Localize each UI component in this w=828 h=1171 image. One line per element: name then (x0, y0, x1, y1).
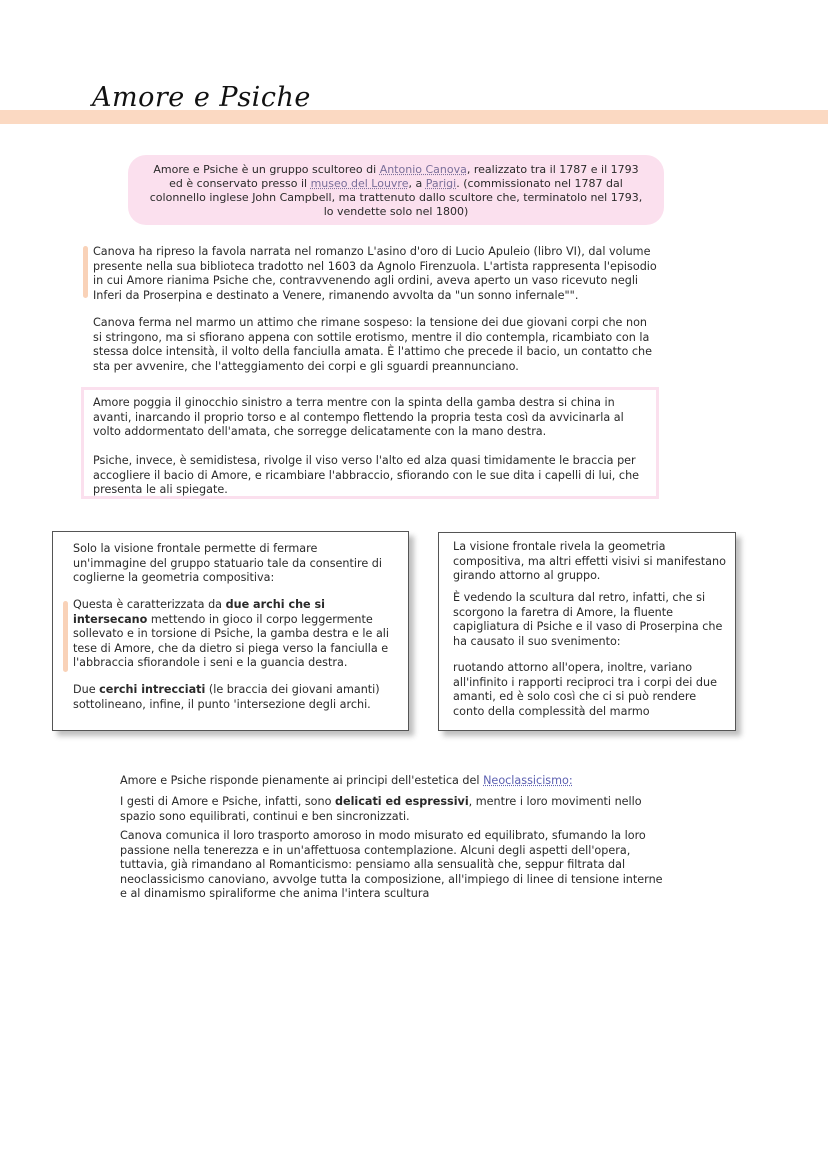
link-parigi[interactable]: Parigi (425, 177, 457, 190)
paragraph-neoclassicismo: Amore e Psiche risponde pienamente ai principi dell'estetica del Neoclassicismo: (120, 774, 573, 787)
paragraph-trasporto: Canova comunica il loro trasporto amoroso in modo misurato ed equilibrato, sfumando la loro passione nella tenerezza e in un'affettuosa contemplazione. Alcuni degli aspetti dell'opera, tuttavia, già rimandano al Romanticismo: pensiamo alla sensualità che, seppur filtrata dal neoclassicismo canoviano, avvolge tutta la composizione, all'impiego di linee di tensione interne e al dinamismo spiraliforme che anima l'intera scultura (120, 829, 663, 900)
paragraph-retro: È vedendo la scultura dal retro, infatti, che si scorgono la faretra di Amore, la fluente capigliatura di Psiche e il vaso di Proserpina che ha causato il suo svenimento: (453, 591, 723, 648)
link-museo-louvre[interactable]: museo del Louvre (310, 177, 409, 190)
link-neoclassicismo[interactable]: Neoclassicismo: (483, 774, 573, 787)
paragraph-attimo: Canova ferma nel marmo un attimo che rimane sospeso: la tensione dei due giovani corpi che non si stringono, ma si sfiorano appena con sottile erotismo, mentre il dio contempla, ricambiato con la stessa dolce intensità, il volto della fanciulla amata. È l'attimo che precede il bacio, un contatto che sta per avvenire, che l'atteggiamento dei corpi e gli sguardi preannunciano. (93, 316, 652, 373)
accent-bar (83, 246, 88, 298)
link-antonio-canova[interactable]: Antonio Canova (379, 163, 467, 176)
paragraph-visione-frontale: Solo la visione frontale permette di fermare un'immagine del gruppo statuario tale da consentire di coglierne la geometria compositiva: (73, 542, 382, 584)
paragraph-cerchi: Due cerchi intrecciati (le braccia dei giovani amanti) sottolineano, infine, il punto 'intersezione degli archi. (73, 683, 380, 711)
rotation-view-card (438, 532, 736, 731)
paragraph-gesti: I gesti di Amore e Psiche, infatti, sono delicati ed espressivi, mentre i loro movimenti nello spazio sono equilibrati, continui e ben sincronizzati. (120, 795, 642, 823)
paragraph-favola: Canova ha ripreso la favola narrata nel romanzo L'asino d'oro di Lucio Apuleio (libro VI), dal volume presente nella sua biblioteca tradotto nel 1603 da Agnolo Firenzuola. L'artista rappresenta l'episodio in cui Amore rianima Psiche che, contravvenendo agli ordini, aveva aperto un vaso ricevuto negli Inferi da Proserpina e destinato a Venere, rimanendo avvolta da "un sonno infernale"". (93, 245, 657, 302)
paragraph-due-archi: Questa è caratterizzata da due archi che si intersecano mettendo in gioco il corpo leggermente sollevato e in torsione di Psiche, la gamba destra e le ali tese di Amore, che da dietro si piega verso la fanciulla e l'abbraccia sfiorandole i seni e la guancia destra. (73, 598, 390, 669)
paragraph-geometria: La visione frontale rivela la geometria compositiva, ma altri effetti visivi si manifestano girando attorno al gruppo. (453, 540, 726, 582)
intro-box (128, 155, 664, 225)
intro-text: Amore e Psiche è un gruppo scultoreo di Antonio Canova, realizzato tra il 1787 e il 1793 ed è conservato presso il museo del Louvre, a Parigi. (commissionato nel 1787 dal colonnello inglese John Campbell, ma trattenuto dallo scultore che, terminatolo nel 1793, lo vendette solo nel 1800) (149, 163, 643, 218)
frontal-view-card (52, 531, 409, 731)
paragraph-ruotando: ruotando attorno all'opera, inoltre, variano all'infinito i rapporti reciproci tra i corpi dei due amanti, ed è solo così che ci si può rendere conto della complessità del marmo (453, 661, 717, 718)
pose-description-box (81, 387, 659, 499)
page-title: Amore e Psiche (92, 82, 311, 113)
accent-bar (63, 601, 68, 672)
paragraph-amore-pose: Amore poggia il ginocchio sinistro a terra mentre con la spinta della gamba destra si china in avanti, inarcando il proprio torso e al contempo flettendo la propria testa così da avvicinarla al volto addormentato dell'amata, che sorregge delicatamente con la mano destra. (93, 396, 624, 438)
paragraph-psiche-pose: Psiche, invece, è semidistesa, rivolge il viso verso l'alto ed alza quasi timidamente le braccia per accogliere il bacio di Amore, e ricambiare l'abbraccio, sfiorando con le sue dita i capelli di lui, che presenta le ali spiegate. (93, 454, 640, 496)
